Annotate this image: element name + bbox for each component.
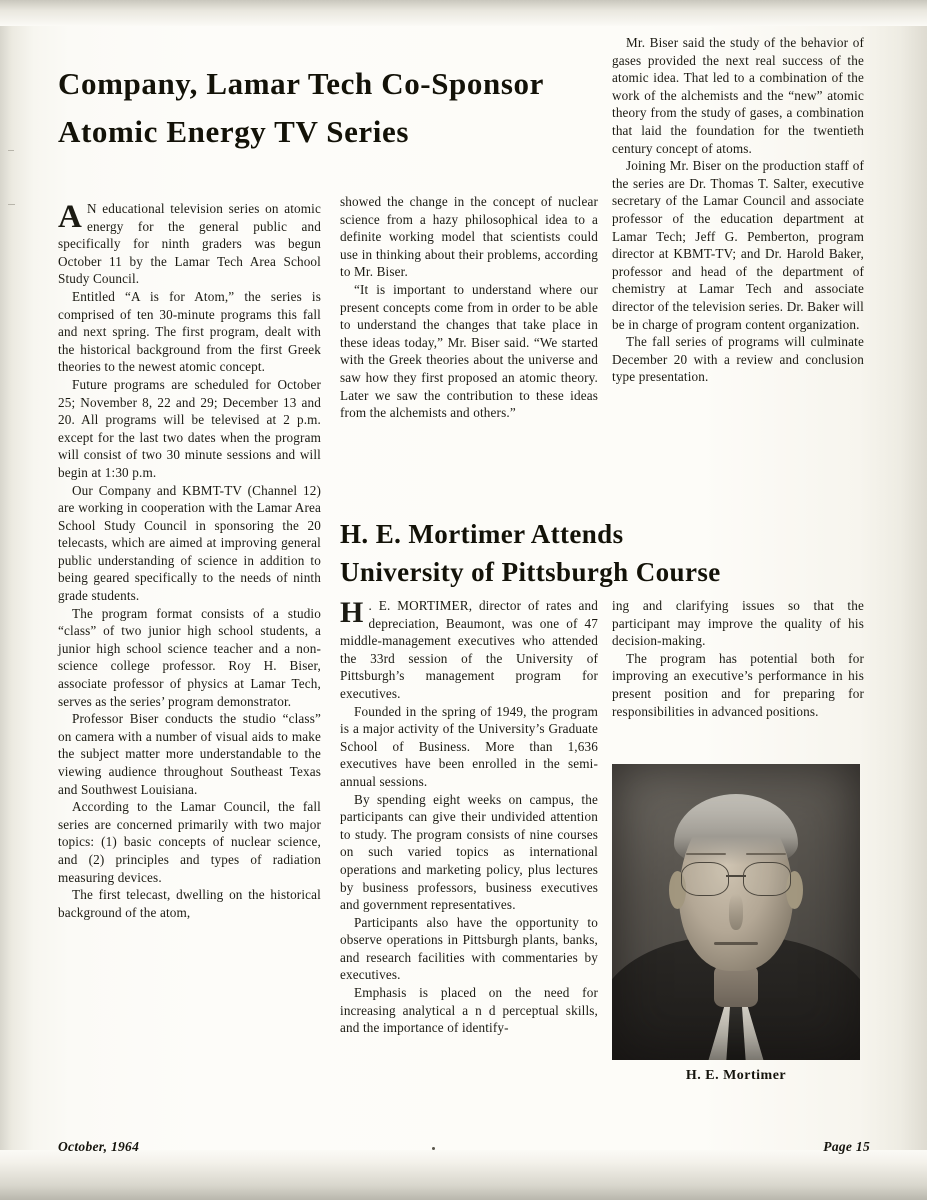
article-1-headline-line-2: Atomic Energy TV Series: [58, 114, 410, 150]
article-2-headline-line-2: University of Pittsburgh Course: [340, 557, 721, 588]
paragraph: Future programs are scheduled for October 25; November 8, 22 and 29; December 13 and 20. All programs will be televised at 2 p.m. except for the last two dates when the program will consist of two 30 minute sessions and will begin at 1:30 p.m.: [58, 376, 321, 480]
paragraph-text: . E. MORTIMER, director of rates and depreciation, Beaumont, was one of 47 middle-management executives who attended the 33rd session of the University of Pittsburgh’s management program for executives.: [340, 598, 598, 701]
paragraph: Mr. Biser said the study of the behavior of gases provided the next real success of the atomic idea. That led to a combination of the work of the alchemists and the “new” atomic theory from the study of gases, a combination that laid the foundation for the twentieth century concept of atoms.: [612, 35, 864, 156]
paragraph: Founded in the spring of 1949, the program is a major activity of the University’s Graduate School of Business. More than 1,636 executives have been enrolled in the semi-annual sessions.: [340, 703, 598, 789]
drop-cap-letter: H: [340, 596, 364, 629]
paragraph: ing and clarifying issues so that the participant may improve the quality of his decision-making.: [612, 598, 864, 649]
drop-cap-letter: A: [58, 199, 82, 235]
article-1-column-3: [612, 34, 864, 386]
photo-caption: H. E. Mortimer: [685, 1068, 787, 1083]
issue-date: October, 1964: [58, 1139, 140, 1154]
paragraph: “It is important to understand where our present concepts come from in order to be able to understand the changes that take place in these ideas today,” Mr. Biser said. “We started with the Greek theories about the universe and saw how they first proposed an atomic theory. Later we saw the contribution to these ideas from the alchemists and others.”: [340, 281, 598, 421]
paragraph: According to the Lamar Council, the fall series are concerned primarily with two major topics: (1) basic concepts of nuclear science, and (2) principles and types of radiation measuring devices.: [58, 799, 321, 885]
paragraph: Entitled “A is for Atom,” the series is comprised of ten 30-minute programs this fall and next spring. The first program, dealt with the historical background from the first Greek theories to the newest atomic concept.: [58, 288, 321, 375]
paragraph: Joining Mr. Biser on the production staff of the series are Dr. Thomas T. Salter, executive secretary of the Lamar Council and associate professor of the education department at Lamar Tech; Jeff G. Pemberton, program director at KBMT-TV; and Dr. Harold Baker, professor and head of the department of chemistry at Lamar Tech and associate director of the television series. Dr. Baker will be in charge of program content organization.: [612, 158, 864, 332]
article-2-column-2: [612, 597, 864, 720]
article-1-column-1: [58, 200, 321, 921]
article-2-headline: [340, 515, 870, 592]
paper-edge-mark: [8, 150, 14, 151]
paragraph: Our Company and KBMT-TV (Channel 12) are working in cooperation with the Lamar Area School Study Council in sponsoring the 20 telecasts, which are aimed at improving general public understanding of science in addition to being geared specifically to the needs of ninth grade students.: [58, 482, 321, 604]
paragraph: The program has potential both for improving an executive’s performance in his present position and for preparing for responsibilities in advanced positions.: [612, 650, 864, 719]
paragraph: showed the change in the concept of nuclear science from a hazy philosophical idea to a definite working model that scientists could use in thinking about their problems, according to Mr. Biser.: [340, 194, 598, 280]
footer-ornament: [432, 1147, 435, 1150]
paragraph-text: N educational television series on atomic energy for the general public and specifically for ninth graders was begun October 11 by the Lamar Tech Area School Study Council.: [58, 201, 321, 287]
paragraph: [58, 200, 321, 288]
article-1-column-2: [340, 193, 598, 422]
article-2-column-1: [340, 597, 598, 1037]
portrait-photo: [612, 764, 860, 1060]
paragraph: [340, 597, 598, 703]
article-1-headline: [58, 60, 588, 156]
page-number: Page 15: [823, 1139, 870, 1154]
article-2-headline-line-1: H. E. Mortimer Attends: [340, 519, 624, 549]
portrait-illustration: [612, 764, 860, 1060]
paragraph: Participants also have the opportunity to observe operations in Pittsburgh plants, banks, and research facilities with commentaries by executives.: [340, 914, 598, 983]
paper-edge-mark: [8, 204, 15, 205]
paragraph: The program format consists of a studio “class” of two junior high school students, a junior high school science teacher and a non-science college professor. Roy H. Biser, associate professor of physics at Lamar Tech, serves as the series’ program demonstrator.: [58, 605, 321, 709]
paragraph: Emphasis is placed on the need for increasing analytical a n d perceptual skills, and the importance of identify-: [340, 985, 598, 1036]
page-top-shadow: [0, 0, 927, 26]
paragraph: By spending eight weeks on campus, the participants can give their undivided attention to study. The program consists of nine courses on such varied topics as international operations and marketing policy, plus lectures by business professors, business executives and government representatives.: [340, 791, 598, 913]
page-bottom-shadow: [0, 1150, 927, 1200]
photo-vignette: [612, 764, 860, 1060]
paragraph: The fall series of programs will culminate December 20 with a review and conclusion type presentation.: [612, 334, 864, 385]
paragraph: Professor Biser conducts the studio “class” on camera with a number of visual aids to make the subject matter more understandable to the viewing audience throughout Southeast Texas and Southwest Louisiana.: [58, 711, 321, 797]
article-1-headline-line-1: Company, Lamar Tech Co-Sponsor: [58, 66, 544, 101]
paragraph: The first telecast, dwelling on the historical background of the atom,: [58, 887, 321, 920]
